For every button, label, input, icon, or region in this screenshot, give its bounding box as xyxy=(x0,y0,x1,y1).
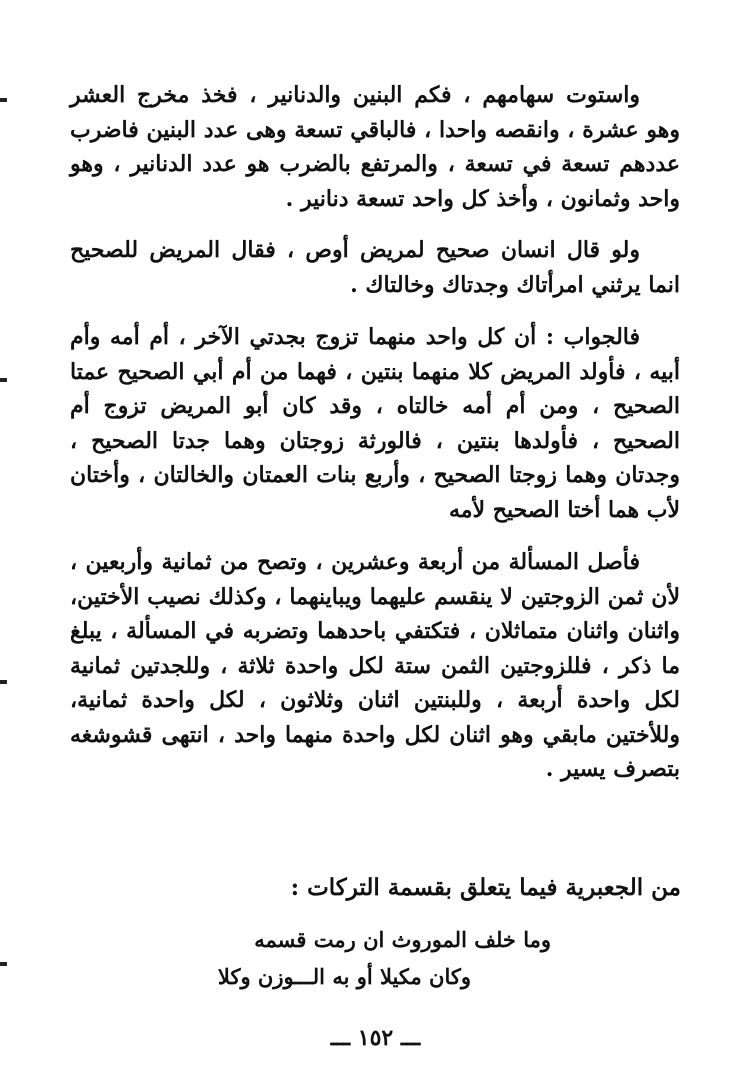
margin-mark xyxy=(0,962,7,966)
paragraph-2 xyxy=(70,233,680,302)
section-heading: من الجعبرية فيما يتعلق بقسمة التركات : xyxy=(290,874,681,901)
verse-line-2: وكان مكيلا أو به الـــوزن وكلا xyxy=(217,964,471,989)
paragraph-1 xyxy=(70,78,680,216)
margin-mark xyxy=(0,98,7,102)
page-number: ـــ ١٥٢ ـــ xyxy=(330,1025,421,1051)
paragraph-4 xyxy=(70,545,680,787)
paragraph-1-text: واستوت سهامهم ، فكم البنين والدنانير ، فخذ مخرج العشر وهو عشرة ، وانقصه واحدا ، فالباقي تسعة وهى عدد البنين فاضرب عددهم تسعة في تسعة ، والمرتفع بالضرب هو عدد الدنانير ، وهو واحد وثمانون ، وأخذ كل واحد تسعة دنانير . xyxy=(70,82,680,212)
verse-line-1: وما خلف الموروث ان رمت قسمه xyxy=(254,927,551,952)
paragraph-4-text: فأصل المسألة من أربعة وعشرين ، وتصح من ثمانية وأربعين ، لأن ثمن الزوجتين لا ينقسم عليهما ويباينهما ، وكذلك نصيب الأختين، واثنان واثنان متماثلان ، فتكتفي باحدهما وتضربه في المسألة ، يبلغ ما ذكر ، فللزوجتين الثمن ستة لكل واحدة ثلاثة ، وللجدتين ثمانية لكل واحدة أربعة ، وللبنتين اثنان وثلاثون ، لكل واحدة ثمانية، وللأختين مابقي وهو اثنان لكل واحدة منهما واحد ، انتهى قشوشغه بتصرف يسير . xyxy=(70,549,680,782)
margin-mark xyxy=(0,378,7,382)
paragraph-3 xyxy=(70,320,680,527)
margin-mark xyxy=(0,680,7,684)
paragraph-3-text: فالجواب : أن كل واحد منهما تزوج بجدتي الآخر ، أم أمه وأم أبيه ، فأولد المريض كلا منهما بنتين ، فهما من أم أبي الصحيح عمتا الصحيح ، ومن أم أمه خالتاه ، وقد كان أبو المريض تزوج أم الصحيح ، فأولدها بنتين ، فالورثة زوجتان وهما جدتا الصحيح ، وجدتان وهما زوجتا الصحيح ، وأربع بنات العمتان والخالتان ، وأختان لأب هما أختا الصحيح لأمه xyxy=(70,324,680,523)
paragraph-2-text: ولو قال انسان صحيح لمريض أوص ، فقال المريض للصحيح انما يرثني امرأتاك وجدتاك وخالتاك . xyxy=(70,237,680,298)
